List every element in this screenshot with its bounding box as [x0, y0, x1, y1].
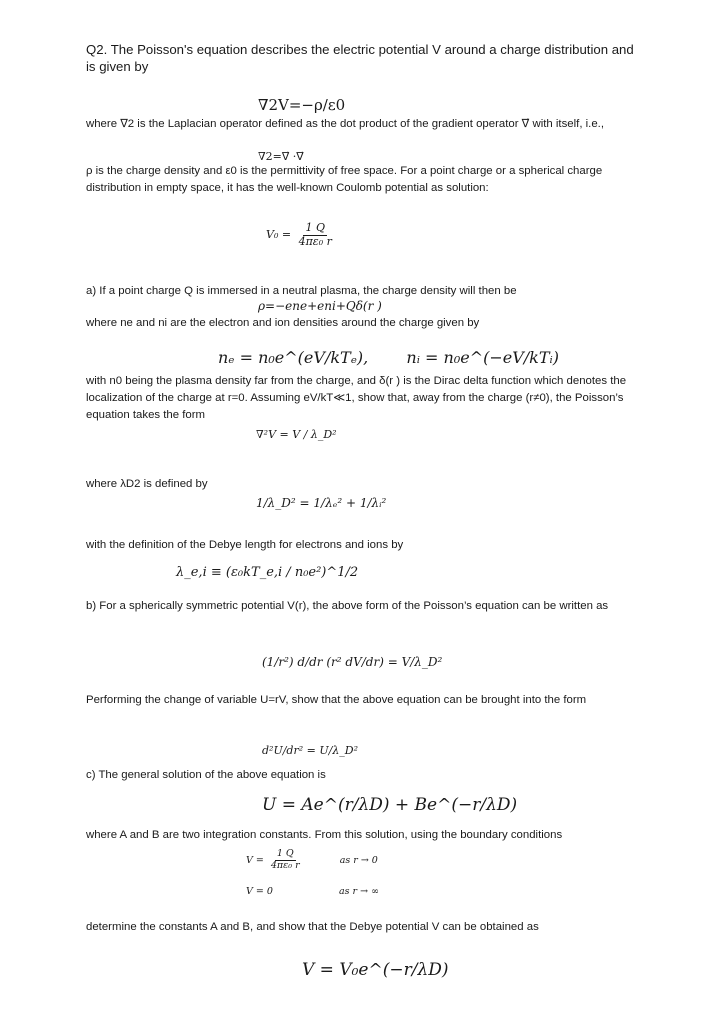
coulomb-potential-equation: V₀ = $\frac{1 Q}{\text{4πε₀ r}}$ — [266, 221, 332, 248]
question-label: Q2. — [86, 42, 108, 57]
charge-density-description: ρ is the charge density and ε0 is the permittivity of free space. For a point charge or a spherical charge distribution in empty space, it has the well-known Coulomb potential as solution: — [86, 165, 603, 194]
part-a-intro: a) If a point charge Q is immersed in a neutral plasma, the charge density will then be — [86, 285, 517, 297]
laplacian-definition: ∇2=∇⃗ ·∇⃗ — [258, 150, 304, 163]
density-description: where ne and ni are the electron and ion densities around the charge given by — [86, 317, 480, 329]
debye-definition-description: with the definition of the Debye length for electrons and ions by — [86, 539, 404, 551]
debye-potential-equation: V = V₀e^(−r/λD) — [302, 960, 449, 980]
boundary-condition-origin: V = $\frac{1 Q}{\text{4πε₀ r}}$ as r → 0 — [246, 848, 378, 871]
debye-length-equation: λ_e,i ≡ (ε₀kT_e,i / n₀e²)^1/2 — [176, 565, 359, 580]
poisson-equation: ∇2V=−ρ/ε0 — [258, 96, 346, 114]
constants-description: where A and B are two integration constants. From this solution, using the boundary conditions — [86, 829, 563, 841]
assumption-description: with n0 being the plasma density far from the charge, and δ(r ) is the Dirac delta function which denotes the localization of the charge at r=0. Assuming eV/kT≪1, show that, away from the charge (r≠0), the Poisson’s equation takes the form — [86, 375, 627, 421]
debye-potential-description: determine the constants A and B, and show that the Debye potential V can be obtained as — [86, 921, 539, 933]
part-c-intro: c) The general solution of the above equation is — [86, 769, 326, 781]
laplacian-description: where ∇2 is the Laplacian operator defined as the dot product of the gradient operator ∇⃗ with itself, i.e., — [86, 118, 605, 130]
question-intro: The Poisson's equation describes the electric potential V around a charge distribution and is given by — [86, 42, 634, 74]
boltzmann-densities — [218, 348, 559, 367]
debye-poisson-equation: ∇²V = V / λ_D² — [256, 428, 337, 441]
part-b-intro: b) For a spherically symmetric potential V(r), the above form of the Poisson’s equation can be written as — [86, 600, 609, 612]
charge-density-equation: ρ=−ene+eni+Qδ(r ) — [258, 299, 382, 313]
general-solution-equation: U = Ae^(r/λD) + Be^(−r/λD) — [262, 795, 518, 815]
change-variable-description: Performing the change of variable U=rV, show that the above equation can be brought into the form — [86, 694, 587, 706]
ion-density: nᵢ = n₀e^(−eV/kTᵢ) — [406, 348, 559, 367]
question-heading — [86, 42, 646, 75]
electron-density: nₑ = n₀e^(eV/kTₑ), — [218, 348, 369, 367]
reduced-equation: d²U/dr² = U/λ_D² — [262, 744, 359, 757]
boundary-condition-infinity: V = 0 as r → ∞ — [246, 886, 379, 897]
debye-length-sum: 1/λ_D² = 1/λₑ² + 1/λᵢ² — [256, 496, 387, 510]
spherical-poisson-equation: (1/r²) d/dr (r² dV/dr) = V/λ_D² — [262, 655, 443, 669]
lambda-description: where λD2 is defined by — [86, 478, 208, 490]
